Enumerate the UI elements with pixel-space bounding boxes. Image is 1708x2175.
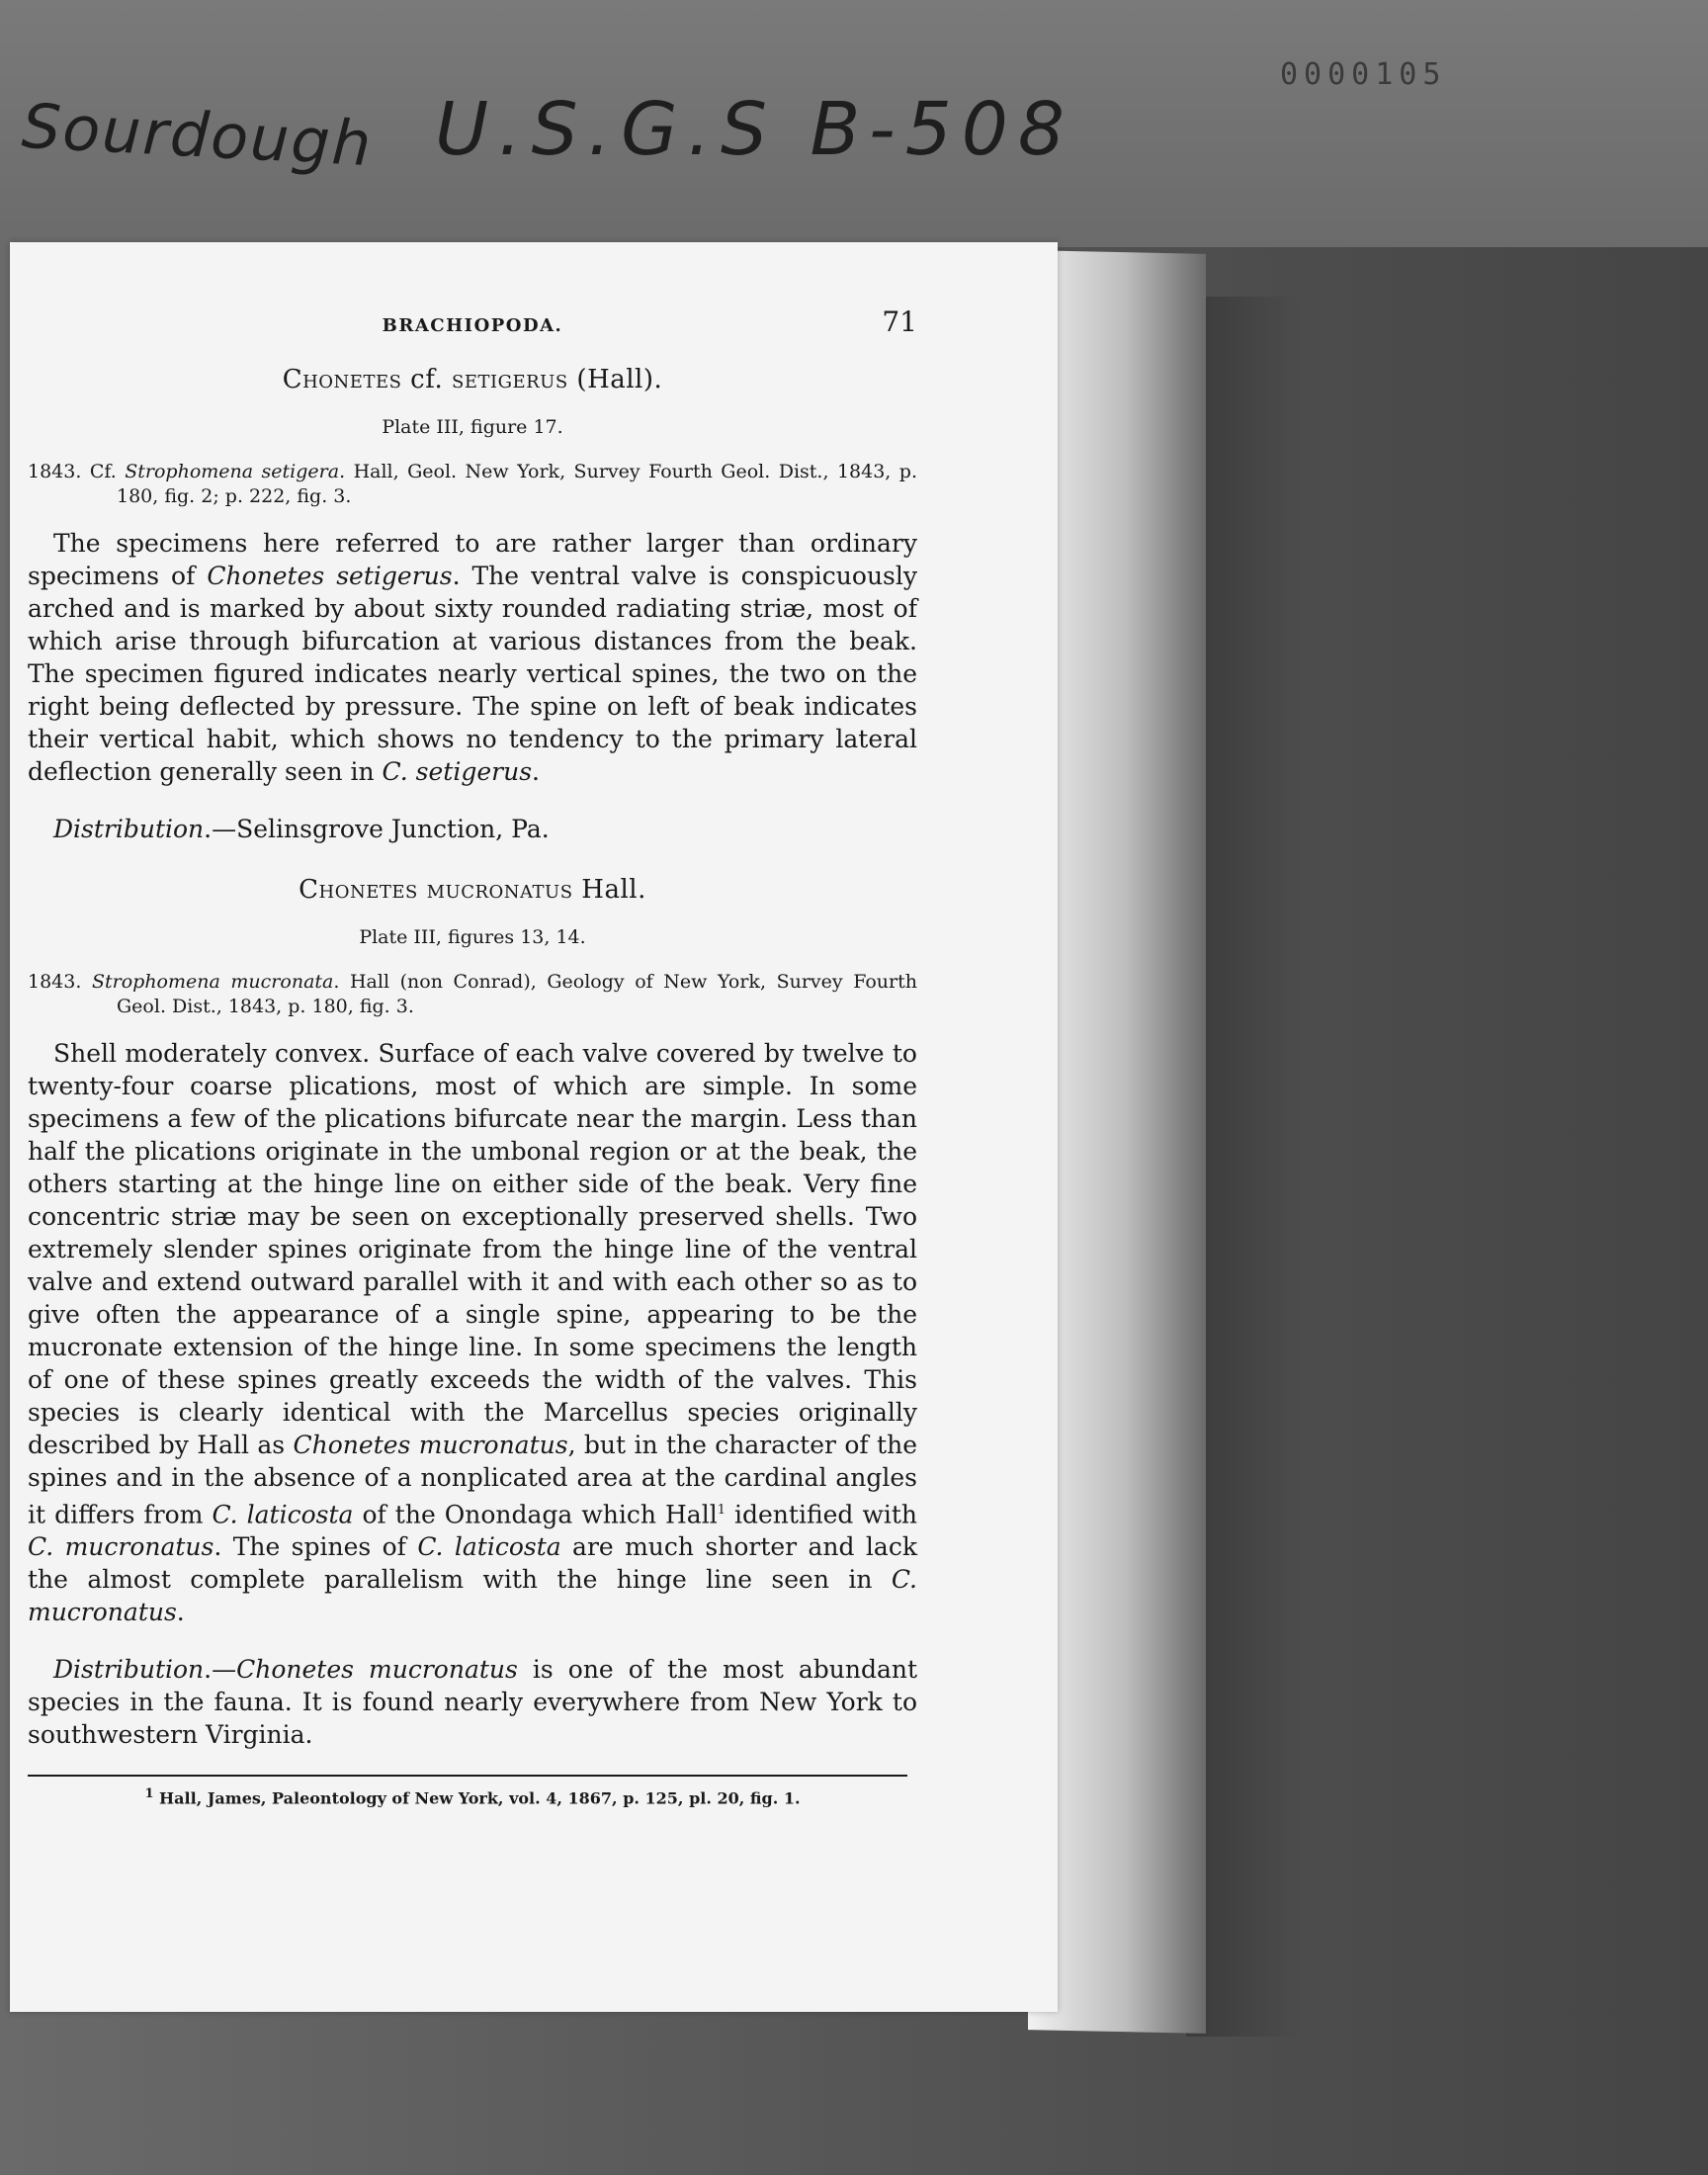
book-page	[10, 242, 1058, 2012]
stamp-number: 0000105	[1280, 57, 1447, 92]
plate-reference: Plate III, figure 17.	[382, 416, 563, 438]
page-number: 71	[882, 305, 917, 338]
distribution-paragraph: Distribution.—Chonetes mucronatus is one of the most abundant species in the fauna. It is found nearly everywhere from New York to southwestern Virginia.	[28, 1655, 917, 1750]
description-paragraph: The specimens here referred to are rather larger than ordinary specimens of Chonetes setigerus. The ventral valve is conspicuously arched and is marked by about sixty rounded radiating striæ, most of which arise through bifurcation at various distances from the beak. The specimen figured indicates nearly vertical spines, the two on the right being deflected by pressure. The spine on left of beak indicates their vertical habit, which shows no tendency to the primary lateral deflection generally seen in C. setigerus.	[28, 529, 917, 786]
plate-reference: Plate III, figures 13, 14.	[359, 926, 586, 948]
footnote-reference: 1	[717, 1503, 726, 1518]
footnote-rule	[28, 1775, 907, 1777]
footnote: $^1$ Hall, James, Paleontology of New York, vol. 4, 1867, p. 125, pl. 20, fig. 1.	[144, 1786, 801, 1808]
handwritten-annotation-right: U.S.G.S B-508	[435, 87, 1074, 172]
synonymy-entry: 1843. Cf. Strophomena setigera. Hall, Geol. New York, Survey Fourth Geol. Dist., 1843, p. 180, fig. 2; p. 222, fig. 3.	[28, 461, 918, 507]
species-title-mucronatus: Chonetes mucronatus Hall.	[299, 875, 646, 905]
running-head	[28, 302, 917, 351]
running-title: BRACHIOPODA.	[382, 315, 563, 336]
page-content	[28, 302, 917, 1808]
synonymy-entry: 1843. Strophomena mucronata. Hall (non Conrad), Geology of New York, Survey Fourth Geol. Dist., 1843, p. 180, fig. 3.	[28, 971, 917, 1017]
description-paragraph: Shell moderately convex. Surface of each valve covered by twelve to twenty-four coarse plications, most of which are simple. In some specimens a few of the plications bifurcate near the margin. Less than half the plications originate in the umbonal region or at the beak, the others starting at the hinge line on either side of the beak. Very fine concentric striæ may be seen on exceptionally preserved shells. Two extremely slender spines originate from the hinge line of the ventral valve and extend outward parallel with it and with each other so as to give often the appearance of a single spine, appearing to be the mucronate extension of the hinge line. In some specimens the length of one of these spines greatly exceeds the width of the valves. This species is clearly identical with the Marcellus species originally described by Hall as Chonetes mucronatus, but in the character of the spines and in the absence of a nonplicated area at the cardinal angles it differs from C. laticosta of the Onondaga which Hall$^1$ identified with C. mucronatus. The spines of C. laticosta are much shorter and lack the almost complete parallelism with the hinge line seen in C. mucronatus.	[28, 1039, 917, 1627]
handwritten-annotation-left: Sourdough	[20, 89, 375, 181]
distribution-paragraph: Distribution.—Selinsgrove Junction, Pa.	[53, 815, 550, 843]
species-title-setigerus: Chonetes cf. setigerus (Hall).	[282, 365, 663, 394]
